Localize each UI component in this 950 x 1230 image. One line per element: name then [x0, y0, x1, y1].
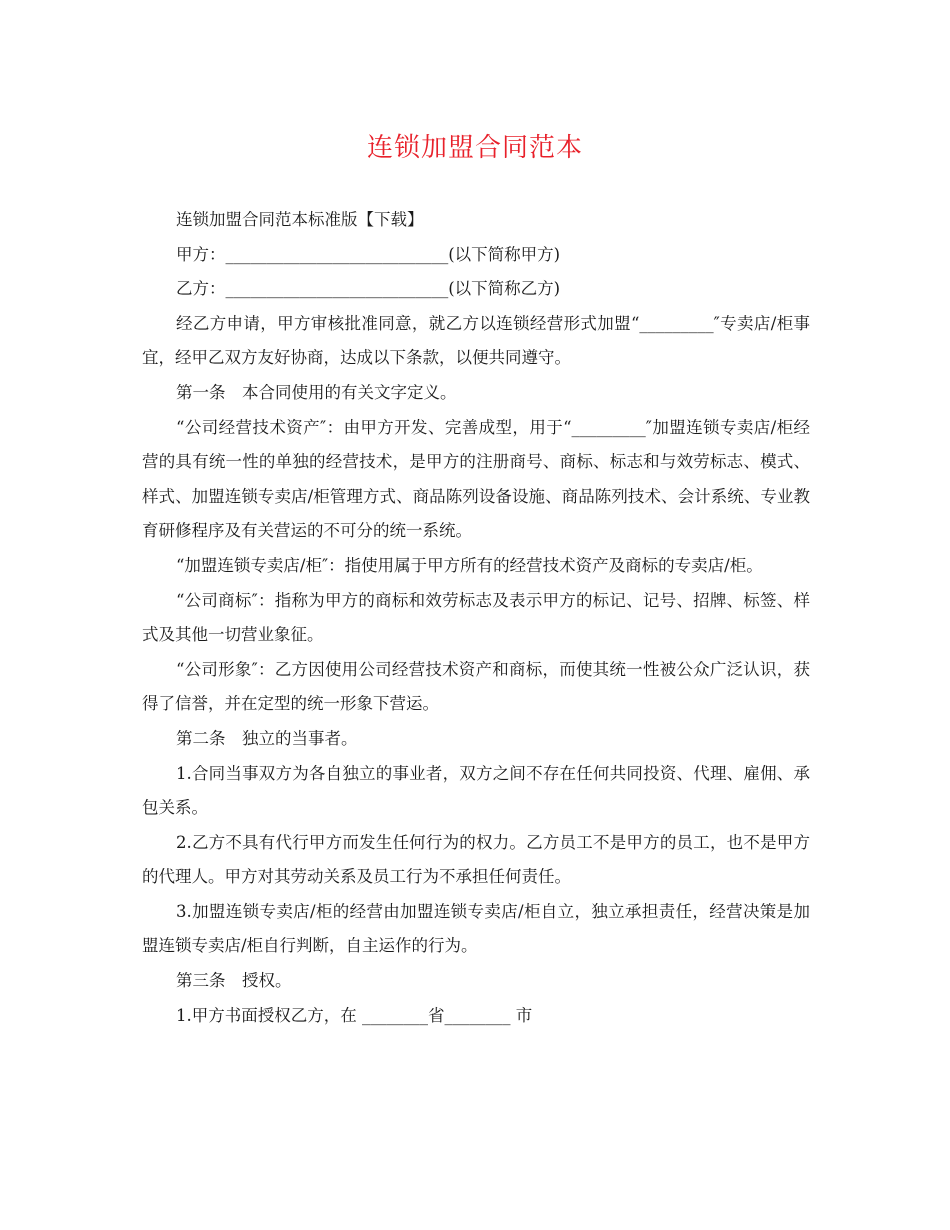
- subtitle-paragraph: 连锁加盟合同范本标准版【下载】: [176, 210, 424, 229]
- document-body: [142, 203, 810, 1033]
- article-3-heading: 第三条 授权。: [176, 971, 292, 991]
- party-b-line: 乙方：___________________________(以下简称乙方): [176, 279, 561, 299]
- article-1-heading: 第一条 本合同使用的有关文字定义。: [176, 382, 457, 402]
- article-2-clause-2: 2.乙方不具有代行甲方而发生任何行为的权力。乙方员工不是甲方的员工，也不是甲方的代理人。甲方对其劳动关系及员工行为不承担任何责任。: [142, 832, 810, 887]
- definition-trademark: “公司商标″：指称为甲方的商标和效劳标志及表示甲方的标记、记号、招牌、标签、样式及其他一切营业象征。: [142, 590, 810, 645]
- article-3-clause-1: 1.甲方书面授权乙方，在 ________省________ 市: [176, 1005, 533, 1025]
- article-2-clause-3: 3.加盟连锁专卖店/柜的经营由加盟连锁专卖店/柜自立，独立承担责任，经营决策是加盟连锁专卖店/柜自行判断，自主运作的行为。: [142, 901, 810, 956]
- definition-franchise-store: “加盟连锁专卖店/柜″：指使用属于甲方所有的经营技术资产及商标的专卖店/柜。: [176, 555, 763, 575]
- document-title: 连锁加盟合同范本: [366, 133, 583, 163]
- preamble-paragraph: 经乙方申请，甲方审核批准同意，就乙方以连锁经营形式加盟“_________″专卖店/柜事宜，经甲乙双方友好协商，达成以下条款，以便共同遵守。: [142, 313, 810, 368]
- article-2-clause-1: 1.合同当事双方为各自独立的事业者，双方之间不存在任何共同投资、代理、雇佣、承包关系。: [142, 763, 810, 818]
- article-2-heading: 第二条 独立的当事者。: [176, 728, 358, 748]
- definition-technical-assets: “公司经营技术资产″：由甲方开发、完善成型，用于“_________″加盟连锁专卖店/柜经营的具有统一性的单独的经营技术，是甲方的注册商号、商标、标志和与效劳标志、模式、样式、加盟连锁专卖店/柜管理方式、商品陈列设备设施、商品陈列技术、会计系统、专业教育研修程序及有关营运的不可分的统一系统。: [142, 417, 810, 541]
- party-a-line: 甲方：___________________________(以下简称甲方): [176, 244, 561, 264]
- definition-image: “公司形象″：乙方因使用公司经营技术资产和商标，而使其统一性被公众广泛认识，获得了信誉，并在定型的统一形象下营运。: [142, 659, 810, 714]
